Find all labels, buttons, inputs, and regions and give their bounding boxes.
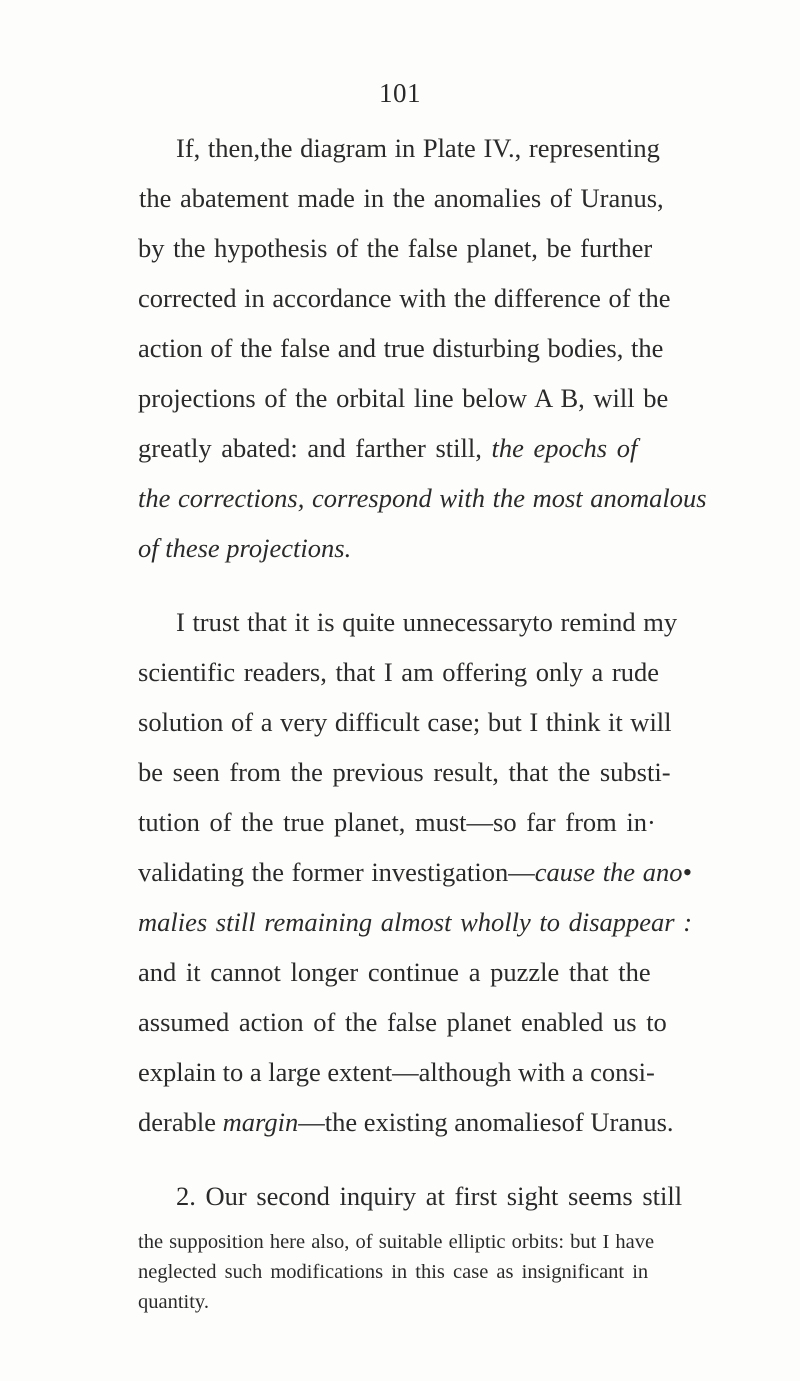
text-line: action of the false and true disturbing bodies, the: [138, 333, 664, 363]
footnote-line: the supposition here also, of suitable elliptic orbits: but I have: [138, 1231, 655, 1253]
text-line: [138, 535, 351, 562]
text-line: If, then,the diagram in Plate IV., representing: [176, 133, 660, 163]
text-run: derable: [138, 1107, 223, 1137]
text-line: solution of a very difficult case; but I think it will: [138, 707, 672, 737]
text-run: validating the former investigation—: [138, 857, 535, 887]
text-line: scientific readers, that I am offering only a rude: [138, 657, 660, 687]
text-line: [138, 485, 707, 512]
text-line: I trust that it is quite unnecessaryto remind my: [176, 607, 678, 637]
text-line: [138, 859, 692, 886]
italic-run: malies still remaining almost wholly to disappear :: [138, 907, 693, 937]
text-line: projections of the orbital line below A B, will be: [138, 383, 669, 413]
text-line: 2. Our second inquiry at first sight seems still: [176, 1181, 683, 1211]
text-line: [138, 1109, 674, 1136]
text-line: assumed action of the false planet enabled us to: [138, 1007, 667, 1037]
text-run: —the existing anomaliesof Uranus.: [298, 1107, 674, 1137]
text-run: greatly abated: and farther still,: [138, 433, 492, 463]
text-line: by the hypothesis of the false planet, be further: [138, 233, 653, 263]
italic-run: the epochs of: [491, 433, 638, 463]
footnote-line: neglected such modifications in this case as insignificant in: [138, 1261, 649, 1283]
page-number: 101: [379, 78, 421, 108]
text-line: [138, 435, 637, 462]
text-line: corrected in accordance with the difference of the: [138, 283, 671, 313]
text-line: and it cannot longer continue a puzzle that the: [138, 957, 651, 987]
text-line: the abatement made in the anomalies of Uranus,: [139, 183, 664, 213]
text-line: explain to a large extent—although with a consi-: [138, 1057, 655, 1087]
footnote-line: quantity.: [138, 1291, 209, 1313]
text-line: be seen from the previous result, that the substi-: [138, 757, 671, 787]
text-line: [138, 909, 692, 936]
italic-run: of these projections.: [138, 533, 352, 563]
text-line: tution of the true planet, must—so far from in·: [138, 807, 656, 837]
italic-run: cause the ano•: [534, 857, 692, 887]
italic-run: margin: [222, 1107, 299, 1137]
italic-run: the corrections, correspond with the most anomalous: [138, 483, 707, 513]
